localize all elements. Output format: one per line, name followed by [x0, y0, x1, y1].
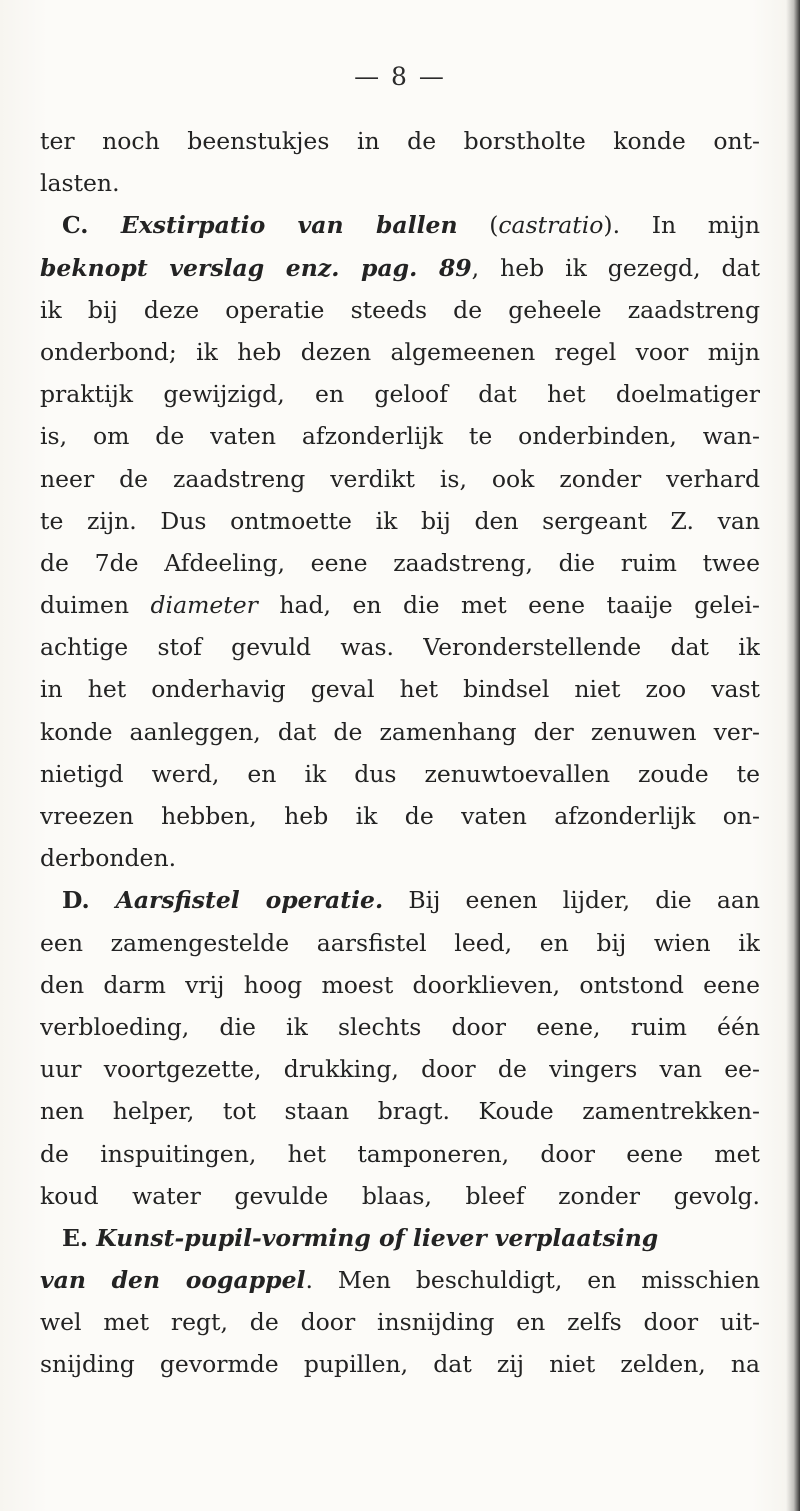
text-run: Exstirpatio van ballen	[120, 211, 458, 240]
page-number: — 8 —	[354, 62, 446, 91]
text-run: praktijk gewijzigd, en geloof dat het doelmatiger	[40, 380, 760, 409]
text-line	[40, 1090, 760, 1132]
text-run: is, om de vaten afzonderlijk te onderbinden, wan-	[40, 422, 760, 451]
text-run: uur voortgezette, drukking, door de vingers van ee-	[40, 1055, 760, 1084]
text-run: , heb ik gezegd, dat	[471, 253, 760, 282]
text-line	[40, 626, 760, 668]
text-run: ik bij deze operatie steeds de geheele zaadstreng	[40, 295, 760, 324]
text-line	[40, 289, 760, 331]
text-run: lasten.	[40, 169, 120, 198]
text-line	[40, 415, 760, 457]
text-run: konde aanleggen, dat de zamenhang der zenuwen ver-	[40, 717, 760, 746]
text-run: neer de zaadstreng verdikt is, ook zonder verhard	[40, 464, 760, 493]
text-run: een zamengestelde aarsfistel leed, en bij wien ik	[40, 928, 760, 957]
text-line	[40, 204, 760, 246]
text-run: castratio	[498, 211, 604, 240]
text-line	[40, 1133, 760, 1175]
text-run: . Men beschuldigt, en misschien	[305, 1266, 760, 1295]
text-line	[40, 331, 760, 373]
text-line	[40, 668, 760, 710]
text-line	[40, 1048, 760, 1090]
text-line	[40, 1006, 760, 1048]
text-run: de 7de Afdeeling, eene zaadstreng, die ruim twee	[40, 548, 760, 577]
text-run: C.	[62, 211, 121, 240]
body-text	[40, 120, 760, 1386]
text-run: E.	[62, 1223, 97, 1252]
text-run: nietigd werd, en ik dus zenuwtoevallen zoude te	[40, 759, 760, 788]
text-run: D.	[62, 886, 116, 915]
text-run: Bij eenen lijder, die aan	[383, 886, 760, 915]
text-run: duimen	[40, 591, 151, 620]
text-run: de inspuitingen, het tamponeren, door eene met	[40, 1139, 760, 1168]
text-line	[40, 1217, 760, 1259]
text-run: koud water gevulde blaas, bleef zonder gevolg.	[40, 1181, 760, 1210]
text-line	[40, 1301, 760, 1343]
text-line	[40, 964, 760, 1006]
text-run: te zijn. Dus ontmoette ik bij den sergeant Z. van	[40, 506, 760, 535]
text-run: beknopt verslag enz. pag. 89	[40, 253, 472, 282]
text-run: van den oogappel	[40, 1266, 306, 1295]
text-run: den darm vrij hoog moest doorklieven, ontstond eene	[40, 970, 760, 999]
page-edge-shadow	[786, 0, 800, 1511]
text-run: onderbond; ik heb dezen algemeenen regel voor mijn	[40, 337, 760, 366]
text-line	[40, 879, 760, 921]
text-run: snijding gevormde pupillen, dat zij niet zelden, na	[40, 1350, 760, 1379]
text-run: verbloeding, die ik slechts door eene, ruim één	[40, 1012, 760, 1041]
text-run: vreezen hebben, heb ik de vaten afzonderlijk on-	[40, 802, 760, 830]
text-line	[40, 922, 760, 964]
text-run: in het onderhavig geval het bindsel niet zoo vast	[40, 675, 760, 704]
text-line	[40, 795, 760, 837]
text-line	[40, 373, 760, 415]
text-line	[40, 458, 760, 500]
text-run: wel met regt, de door insnijding en zelfs door uit-	[40, 1308, 760, 1337]
text-line	[40, 1343, 760, 1385]
text-line	[40, 711, 760, 753]
text-line	[40, 247, 760, 289]
text-line	[40, 162, 760, 204]
text-run: derbonden.	[40, 844, 177, 873]
text-run: nen helper, tot staan bragt. Koude zamentrekken-	[40, 1097, 760, 1126]
text-line	[40, 837, 760, 879]
text-line	[40, 542, 760, 584]
text-line	[40, 584, 760, 626]
text-line	[40, 120, 760, 162]
text-line	[40, 1259, 760, 1301]
text-run: diameter	[150, 591, 258, 620]
text-line	[40, 753, 760, 795]
text-run: Kunst-pupil-vorming of liever verplaatsing	[96, 1223, 659, 1252]
text-line	[40, 1175, 760, 1217]
text-line	[40, 500, 760, 542]
text-run: ). In mijn	[603, 211, 760, 240]
text-run: (	[457, 211, 499, 240]
text-run: achtige stof gevuld was. Veronderstellende dat ik	[40, 633, 760, 662]
text-run: had, en die met eene taaije gelei-	[257, 591, 760, 620]
text-run: Aarsfistel operatie.	[115, 886, 384, 915]
text-run: ter noch beenstukjes in de borstholte konde ont-	[40, 127, 760, 155]
